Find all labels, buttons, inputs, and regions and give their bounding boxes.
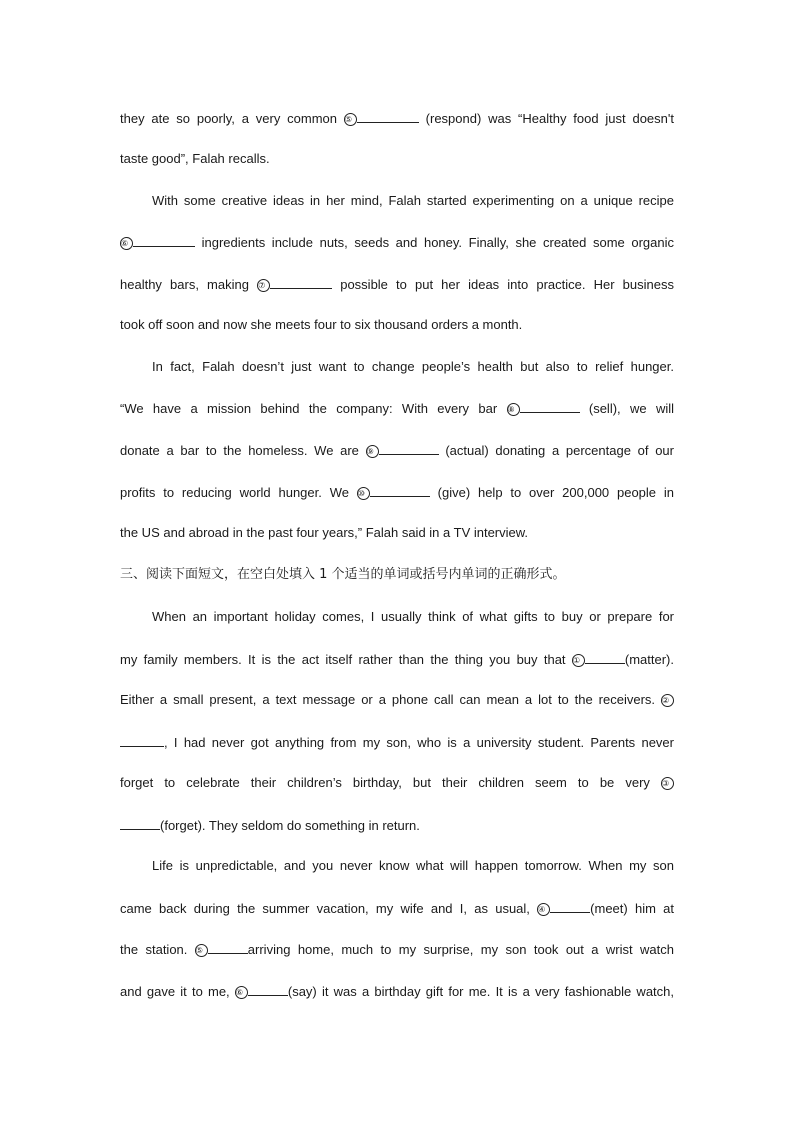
blank-number-8: ⑧	[507, 403, 520, 416]
line-text: healthy bars, making	[120, 277, 258, 292]
line-text: (sell), we will	[588, 401, 675, 416]
line-text: (forget). They seldom do something in return.	[160, 818, 420, 833]
line-text: (give) help to over 200,000 people in	[437, 485, 674, 500]
text-line	[120, 317, 674, 333]
blank-number-6: ⑥	[235, 986, 248, 999]
answer-blank[interactable]	[248, 983, 288, 996]
text-line	[152, 609, 674, 625]
text-line	[120, 817, 674, 834]
line-text: possible to put her ideas into practice. Her business	[340, 277, 674, 292]
line-text: took off soon and now she meets four to six thousand orders a month.	[120, 317, 523, 332]
text-line	[152, 858, 674, 874]
text-line	[152, 359, 674, 375]
line-text: forget to celebrate their children’s birthday, but their children seem to be very	[120, 775, 661, 790]
line-text: came back during the summer vacation, my wife and I, as usual,	[120, 901, 538, 916]
line-text: the station.	[120, 942, 195, 957]
text-line	[120, 110, 674, 127]
line-text: profits to reducing world hunger. We	[120, 485, 357, 500]
line-text: donate a bar to the homeless. We are	[120, 443, 366, 458]
line-text: ingredients include nuts, seeds and honey. Finally, she created some organic	[201, 235, 674, 250]
text-line	[120, 651, 674, 668]
text-line	[120, 276, 674, 293]
line-text: (actual) donating a percentage of our	[445, 443, 674, 458]
line-text: When an important holiday comes, I usually think of what gifts to buy or prepare for	[152, 609, 674, 624]
text-line	[120, 941, 674, 958]
line-text: they ate so poorly, a very common	[120, 111, 344, 126]
answer-blank[interactable]	[357, 110, 419, 123]
line-text: my family members. It is the act itself rather than the thing you buy that	[120, 652, 572, 667]
line-text: (matter).	[624, 652, 674, 667]
line-text: “We have a mission behind the company: With every bar	[120, 401, 507, 416]
answer-blank[interactable]	[133, 234, 195, 247]
text-line	[120, 484, 674, 501]
blank-number-10: ⑩	[357, 487, 370, 500]
text-line	[120, 442, 674, 459]
answer-blank[interactable]	[520, 400, 580, 413]
answer-blank[interactable]	[370, 484, 430, 497]
answer-blank[interactable]	[120, 734, 164, 747]
blank-number-3: ③	[661, 777, 674, 790]
answer-blank[interactable]	[208, 941, 248, 954]
blank-number-6: ⑥	[120, 237, 133, 250]
line-text: taste good”, Falah recalls.	[120, 151, 270, 166]
text-line	[120, 900, 674, 917]
text-line	[120, 692, 674, 708]
line-text: With some creative ideas in her mind, Falah started experimenting on a unique recipe	[152, 193, 674, 208]
blank-number-5: ⑤	[344, 113, 357, 126]
blank-number-9: ⑨	[366, 445, 379, 458]
answer-blank[interactable]	[585, 651, 625, 664]
line-text: (respond) was “Healthy food just doesn't	[425, 111, 674, 126]
line-text: (say) it was a birthday gift for me. It is a very fashionable watch,	[287, 984, 675, 999]
section-heading: 三、阅读下面短文，在空白处填入 1 个适当的单词或括号内单词的正确形式。	[120, 567, 566, 582]
text-line	[120, 525, 674, 541]
text-line	[120, 983, 674, 1000]
text-line	[120, 400, 674, 417]
blank-number-4: ④	[537, 903, 550, 916]
text-line	[120, 775, 674, 791]
text-line	[120, 734, 674, 751]
blank-number-2: ②	[661, 694, 674, 707]
line-text: , I had never got anything from my son, who is a university student. Parents never	[164, 735, 674, 750]
answer-blank[interactable]	[270, 276, 332, 289]
line-text: Life is unpredictable, and you never know what will happen tomorrow. When my son	[152, 858, 674, 873]
blank-number-5: ⑤	[195, 944, 208, 957]
text-line	[120, 234, 674, 251]
answer-blank[interactable]	[379, 442, 439, 455]
blank-number-7: ⑦	[257, 279, 270, 292]
line-text: arriving home, much to my surprise, my son took out a wrist watch	[247, 942, 674, 957]
line-text: Either a small present, a text message or a phone call can mean a lot to the receivers.	[120, 692, 661, 707]
answer-blank[interactable]	[120, 817, 160, 830]
line-text: the US and abroad in the past four years,” Falah said in a TV interview.	[120, 525, 529, 540]
text-line	[120, 151, 674, 167]
line-text: In fact, Falah doesn’t just want to change people’s health but also to relief hunger.	[152, 359, 674, 374]
line-text: and gave it to me,	[120, 984, 235, 999]
text-line	[152, 193, 674, 209]
answer-blank[interactable]	[550, 900, 590, 913]
line-text: (meet) him at	[590, 901, 674, 916]
blank-number-1: ①	[572, 654, 585, 667]
